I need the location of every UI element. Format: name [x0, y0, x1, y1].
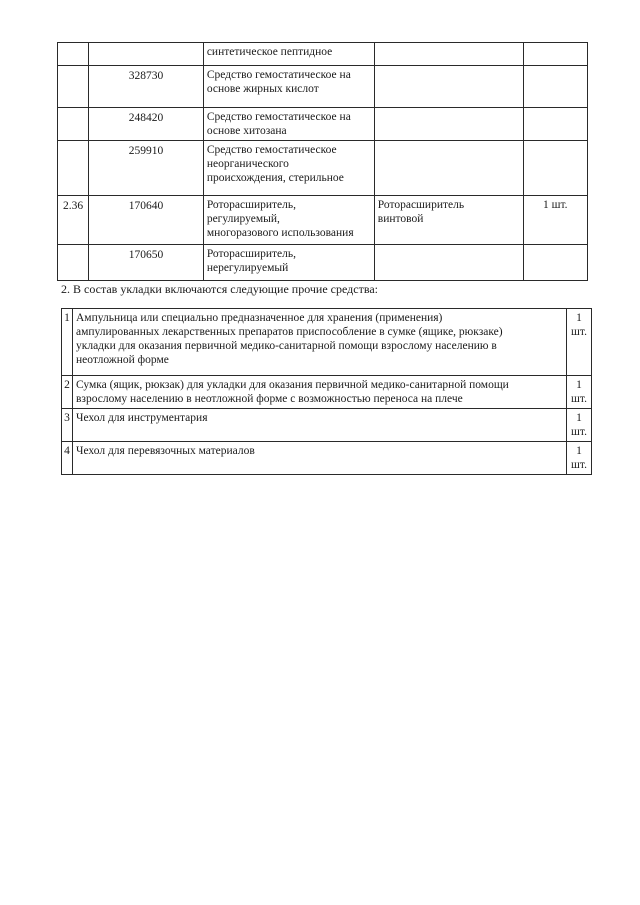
item-description-line: укладки для оказания первичной медико-санитарной помощи взрослому населению в	[76, 340, 497, 352]
row-number: 3	[62, 409, 73, 442]
item-code: 170640	[89, 196, 204, 245]
item-name-line: основе хитозана	[206, 125, 287, 137]
item-name	[203, 245, 374, 281]
table-row	[62, 309, 592, 376]
row-number	[58, 141, 89, 196]
item-type	[374, 108, 523, 141]
row-number	[58, 245, 89, 281]
item-quantity	[567, 409, 592, 442]
quantity-part: шт.	[571, 459, 587, 471]
row-number	[58, 43, 89, 66]
table-row	[62, 376, 592, 409]
item-quantity	[567, 376, 592, 409]
item-type	[374, 196, 523, 245]
item-description-line: взрослому населению в неотложной форме с возможностью переноса на плече	[76, 393, 463, 405]
item-type-line: Роторасширитель	[377, 199, 465, 211]
row-number: 4	[62, 442, 73, 475]
item-quantity: 1 шт.	[523, 196, 587, 245]
quantity-part: шт.	[571, 426, 587, 438]
item-code: 259910	[89, 141, 204, 196]
row-number: 2	[62, 376, 73, 409]
table-row	[62, 409, 592, 442]
row-number: 2.36	[58, 196, 89, 245]
item-code: 328730	[89, 66, 204, 108]
table-row	[58, 43, 588, 66]
item-quantity	[523, 245, 587, 281]
equipment-table	[57, 42, 588, 281]
item-name-line: Роторасширитель,	[206, 248, 297, 260]
quantity-part: 1	[576, 412, 582, 424]
item-type-line: винтовой	[377, 213, 424, 225]
table-row	[58, 66, 588, 108]
quantity-part: шт.	[571, 326, 587, 338]
table-row	[58, 196, 588, 245]
other-items-table	[61, 308, 592, 475]
quantity-part: 1	[576, 379, 582, 391]
item-type	[374, 43, 523, 66]
row-number: 1	[62, 309, 73, 376]
item-name	[203, 108, 374, 141]
row-number	[58, 66, 89, 108]
item-name-line: многоразового использования	[206, 227, 354, 239]
item-name-line: нерегулируемый	[206, 262, 289, 274]
item-name-line: происхождения, стерильное	[206, 172, 344, 184]
item-name	[203, 196, 374, 245]
item-quantity	[523, 141, 587, 196]
item-description-line: неотложной форме	[76, 354, 169, 366]
item-type	[374, 66, 523, 108]
item-name-line: Средство гемостатическое на	[206, 111, 351, 123]
quantity-part: шт.	[571, 393, 587, 405]
item-description-line: Чехол для инструментария	[76, 412, 208, 424]
item-name	[203, 141, 374, 196]
item-name-line: Средство гемостатическое	[206, 144, 337, 156]
item-description	[73, 309, 567, 376]
table-row	[62, 442, 592, 475]
item-name-line: регулируемый,	[206, 213, 280, 225]
item-description-line: Ампульница или специально предназначенное для хранения (применения)	[76, 312, 443, 324]
row-number	[58, 108, 89, 141]
item-name-line: Роторасширитель,	[206, 199, 297, 211]
item-quantity	[523, 43, 587, 66]
item-name	[203, 43, 374, 66]
item-name-line: основе жирных кислот	[206, 83, 319, 95]
item-name-line: неорганического	[206, 158, 289, 170]
item-quantity	[567, 442, 592, 475]
quantity-part: 1	[576, 445, 582, 457]
item-name-line: синтетическое пептидное	[206, 46, 333, 58]
item-code: 248420	[89, 108, 204, 141]
item-description	[73, 442, 567, 475]
item-description-line: ампулированных лекарственных препаратов приспособление в сумке (ящике, рюкзаке)	[76, 326, 503, 338]
quantity-part: 1	[576, 312, 582, 324]
item-type	[374, 245, 523, 281]
item-quantity	[567, 309, 592, 376]
item-name-line: Средство гемостатическое на	[206, 69, 351, 81]
item-type	[374, 141, 523, 196]
table-row	[58, 141, 588, 196]
section-paragraph: 2. В состав укладки включаются следующие прочие средства:	[61, 282, 379, 296]
table-row	[58, 108, 588, 141]
item-description-line: Сумка (ящик, рюкзак) для укладки для оказания первичной медико-санитарной помощи	[76, 379, 509, 391]
item-quantity	[523, 108, 587, 141]
item-description	[73, 376, 567, 409]
item-quantity	[523, 66, 587, 108]
item-name	[203, 66, 374, 108]
item-code: 170650	[89, 245, 204, 281]
table-row	[58, 245, 588, 281]
item-description	[73, 409, 567, 442]
item-code	[89, 43, 204, 66]
item-description-line: Чехол для перевязочных материалов	[76, 445, 255, 457]
